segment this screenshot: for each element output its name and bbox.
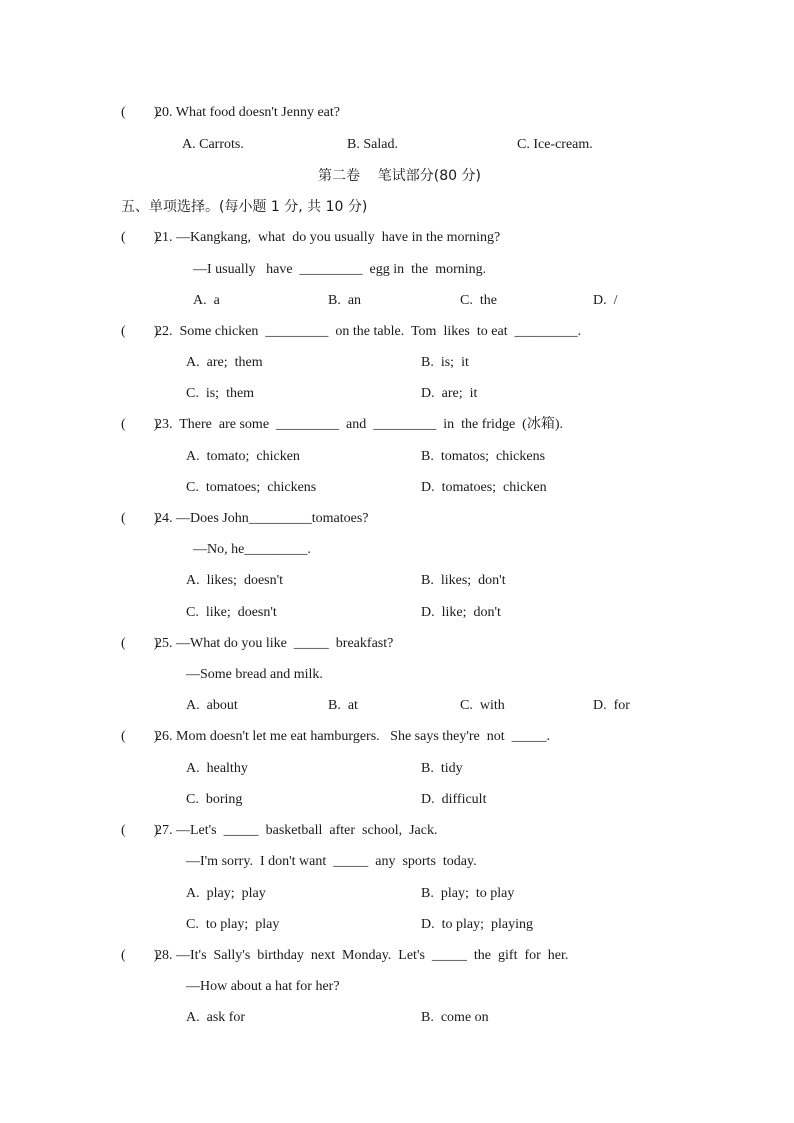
answer-blank-27: ( ) [121, 823, 159, 838]
option-24-d: D. like; don't [421, 605, 501, 620]
option-27-b: B. play; to play [421, 886, 515, 901]
option-27-c: C. to play; play [186, 917, 280, 932]
option-26-a: A. healthy [186, 761, 248, 776]
option-22-d: D. are; it [421, 386, 478, 401]
question-28: 28. —It's Sally's birthday next Monday. Let's _____ the gift for her. [155, 948, 569, 963]
option-21-a: A. a [193, 293, 220, 308]
option-26-d: D. difficult [421, 792, 487, 807]
option-25-a: A. about [186, 698, 238, 713]
question-27-reply: —I'm sorry. I don't want _____ any sports today. [186, 854, 477, 869]
answer-blank-24: ( ) [121, 511, 159, 526]
option-27-d: D. to play; playing [421, 917, 533, 932]
option-28-b: B. come on [421, 1010, 489, 1025]
option-21-b: B. an [328, 293, 362, 308]
option-23-a: A. tomato; chicken [186, 449, 300, 464]
option-25-d: D. for [593, 698, 630, 713]
option-23-d: D. tomatoes; chicken [421, 480, 547, 495]
option-20-b: B. Salad. [347, 137, 398, 152]
option-26-c: C. boring [186, 792, 243, 807]
answer-blank-28: ( ) [121, 948, 159, 963]
question-21: 21. —Kangkang, what do you usually have in the morning? [155, 230, 501, 245]
option-23-b: B. tomatos; chickens [421, 449, 546, 464]
option-28-a: A. ask for [186, 1010, 246, 1025]
option-20-c: C. Ice-cream. [517, 137, 593, 152]
option-27-a: A. play; play [186, 886, 266, 901]
question-24: 24. —Does John_________tomatoes? [155, 511, 369, 526]
question-25: 25. —What do you like _____ breakfast? [155, 636, 394, 651]
question-21-reply: —I usually have _________ egg in the morning. [193, 262, 487, 277]
option-20-a: A. Carrots. [182, 137, 244, 152]
option-21-c: C. the [460, 293, 497, 308]
question-20: 20. What food doesn't Jenny eat? [155, 105, 340, 120]
question-25-reply: —Some bread and milk. [186, 667, 323, 682]
option-21-d: D. / [593, 293, 618, 308]
option-25-c: C. with [460, 698, 505, 713]
question-27: 27. —Let's _____ basketball after school, Jack. [155, 823, 438, 838]
question-26: 26. Mom doesn't let me eat hamburgers. She says they're not _____. [155, 729, 551, 744]
option-22-b: B. is; it [421, 355, 469, 370]
option-22-a: A. are; them [186, 355, 263, 370]
option-24-c: C. like; doesn't [186, 605, 277, 620]
answer-blank-20: ( ) [121, 105, 159, 120]
option-25-b: B. at [328, 698, 358, 713]
option-24-a: A. likes; doesn't [186, 573, 284, 588]
answer-blank-22: ( ) [121, 324, 159, 339]
question-22: 22. Some chicken _________ on the table. Tom likes to eat _________. [155, 324, 582, 339]
question-28-reply: —How about a hat for her? [186, 979, 340, 994]
section-heading: 五、单项选择。(每小题 1 分, 共 10 分) [121, 199, 368, 215]
answer-blank-23: ( ) [121, 417, 159, 432]
answer-blank-21: ( ) [121, 230, 159, 245]
option-22-c: C. is; them [186, 386, 255, 401]
answer-blank-26: ( ) [121, 729, 159, 744]
option-24-b: B. likes; don't [421, 573, 506, 588]
option-23-c: C. tomatoes; chickens [186, 480, 317, 495]
part-title: 第二卷 笔试部分(80 分) [318, 168, 481, 184]
question-23: 23. There are some _________ and _________ in the fridge (冰箱). [155, 417, 563, 432]
option-26-b: B. tidy [421, 761, 463, 776]
question-24-reply: —No, he_________. [193, 542, 311, 557]
answer-blank-25: ( ) [121, 636, 159, 651]
